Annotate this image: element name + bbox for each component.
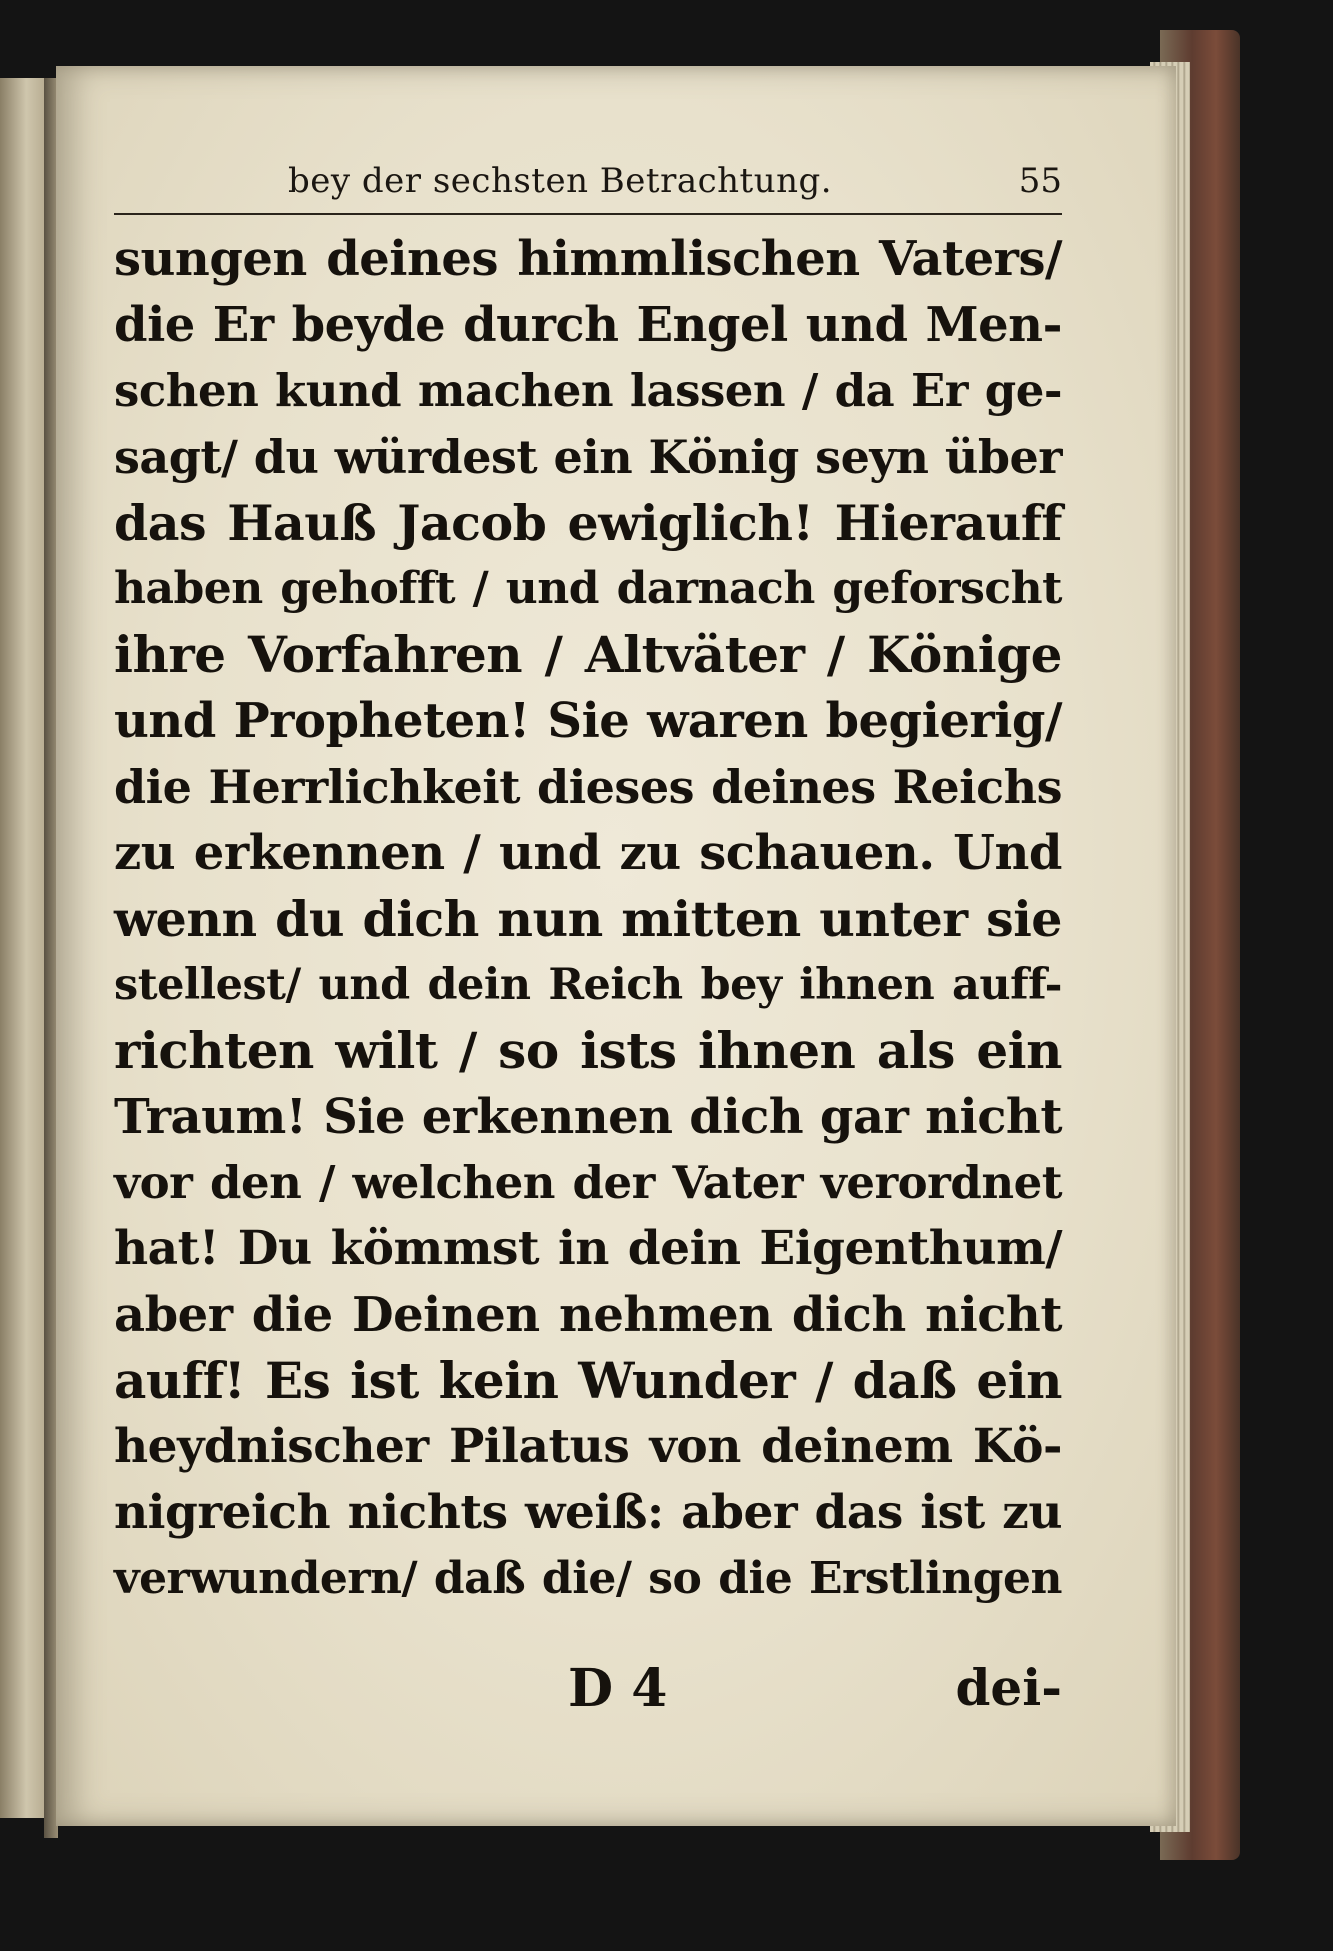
text-line: auff! Es ist kein Wunder / daß ein — [114, 1351, 1062, 1410]
text-line: sagt/ du würdest ein König seyn über — [114, 430, 1062, 484]
text-line: Traum! Sie erkennen dich gar nicht — [114, 1089, 1062, 1145]
text-line: nigreich nichts weiß: aber das ist zu — [114, 1485, 1062, 1540]
text-line: haben gehofft / und darnach geforscht — [114, 563, 1062, 614]
text-line: die Herrlichkeit dieses deines Reichs — [114, 760, 1062, 814]
page-number: 55 — [1018, 161, 1062, 201]
text-line: und Propheten! Sie waren begierig/ — [114, 693, 1062, 749]
text-line: heydnischer Pilatus von deinem Kö- — [114, 1419, 1062, 1474]
signature-mark: D 4 — [568, 1658, 668, 1719]
text-line: zu erkennen / und zu schauen. Und — [114, 825, 1062, 881]
catchword: dei- — [955, 1658, 1062, 1717]
text-line: verwundern/ daß die/ so die Erstlingen — [114, 1553, 1062, 1604]
header-rule — [114, 213, 1062, 215]
text-line: sungen deines himmlischen Vaters/ — [114, 231, 1062, 287]
text-line: das Hauß Jacob ewiglich! Hierauff — [114, 494, 1062, 552]
text-line: stellest/ und dein Reich bey ihnen auff- — [114, 960, 1062, 1010]
text-line: aber die Deinen nehmen dich nicht — [114, 1287, 1062, 1343]
text-line: vor den / welchen der Vater verordnet — [114, 1156, 1062, 1209]
body-text — [114, 226, 1062, 1612]
page-footer — [114, 1658, 1062, 1728]
text-line: hat! Du kömmst in dein Eigenthum/ — [114, 1221, 1062, 1276]
page-header — [114, 155, 1062, 215]
text-line: richten wilt / so ists ihnen als ein — [114, 1021, 1062, 1080]
text-line: die Er beyde durch Engel und Men- — [114, 297, 1062, 353]
text-line: wenn du dich nun mitten unter sie — [114, 890, 1062, 948]
text-line: ihre Vorfahren / Altväter / Könige — [114, 625, 1062, 684]
text-line: schen kund machen lassen / da Er ge- — [114, 364, 1062, 417]
left-page-edge — [0, 78, 47, 1818]
running-head: bey der sechsten Betrachtung. — [288, 161, 833, 201]
